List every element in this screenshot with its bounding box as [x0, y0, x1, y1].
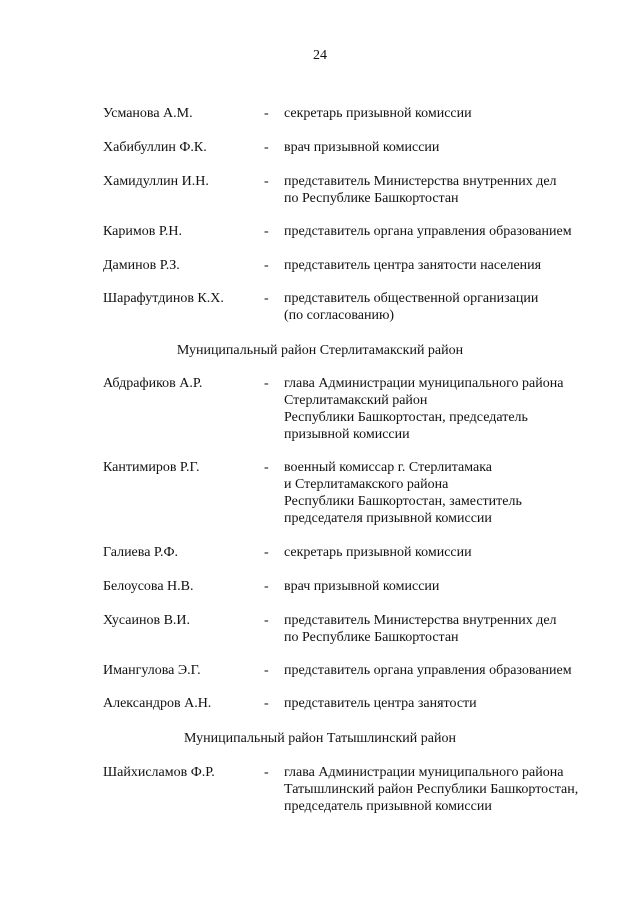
dash-separator: - [264, 224, 269, 239]
member-role: военный комиссар г. Стерлитамака и Стерлитамакского района Республики Башкортостан, заместитель председателя призывной комиссии [284, 460, 522, 526]
dash-separator: - [264, 663, 269, 678]
dash-separator: - [264, 613, 269, 628]
dash-separator: - [264, 696, 269, 711]
member-name: Галиева Р.Ф. [103, 545, 179, 560]
member-name: Шайхисламов Ф.Р. [103, 765, 215, 780]
dash-separator: - [264, 579, 269, 594]
member-role: представитель общественной организации (по согласованию) [284, 291, 539, 323]
member-name: Каримов Р.Н. [103, 224, 182, 239]
member-role: секретарь призывной комиссии [284, 106, 472, 121]
dash-separator: - [264, 140, 269, 155]
member-name: Абдрафиков А.Р. [103, 376, 203, 391]
member-name: Александров А.Н. [103, 696, 212, 711]
member-name: Даминов Р.З. [103, 258, 180, 273]
section-heading-sterlitamak: Муниципальный район Стерлитамакский район [176, 343, 464, 358]
member-role: секретарь призывной комиссии [284, 545, 472, 560]
member-name: Хусаинов В.И. [103, 613, 191, 628]
member-role: представитель органа управления образованием [284, 224, 572, 239]
dash-separator: - [264, 460, 269, 475]
dash-separator: - [264, 106, 269, 121]
dash-separator: - [264, 376, 269, 391]
dash-separator: - [264, 765, 269, 780]
member-name: Кантимиров Р.Г. [103, 460, 200, 475]
member-role: глава Администрации муниципального района Стерлитамакский район Республики Башкортостан, председатель призывной комиссии [284, 376, 564, 442]
member-role: врач призывной комиссии [284, 579, 440, 594]
dash-separator: - [264, 258, 269, 273]
member-name: Белоусова Н.В. [103, 579, 194, 594]
member-role: представитель центра занятости населения [284, 258, 542, 273]
member-role: представитель центра занятости [284, 696, 477, 711]
member-name: Усманова А.М. [103, 106, 193, 121]
dash-separator: - [264, 291, 269, 306]
member-role: врач призывной комиссии [284, 140, 440, 155]
member-name: Шарафутдинов К.Х. [103, 291, 224, 306]
section-heading-tatyshly: Муниципальный район Татышлинский район [184, 731, 456, 746]
member-role: глава Администрации муниципального района Татышлинский район Республики Башкортостан, председатель призывной комиссии [284, 765, 579, 814]
member-name: Хабибуллин Ф.К. [103, 140, 207, 155]
dash-separator: - [264, 545, 269, 560]
member-role: представитель органа управления образованием [284, 663, 572, 678]
member-role: представитель Министерства внутренних дел по Республике Башкортостан [284, 613, 557, 645]
member-name: Хамидуллин И.Н. [103, 174, 209, 189]
page-number: 24 [313, 48, 327, 63]
member-role: представитель Министерства внутренних дел по Республике Башкортостан [284, 174, 557, 206]
dash-separator: - [264, 174, 269, 189]
member-name: Имангулова Э.Г. [103, 663, 201, 678]
